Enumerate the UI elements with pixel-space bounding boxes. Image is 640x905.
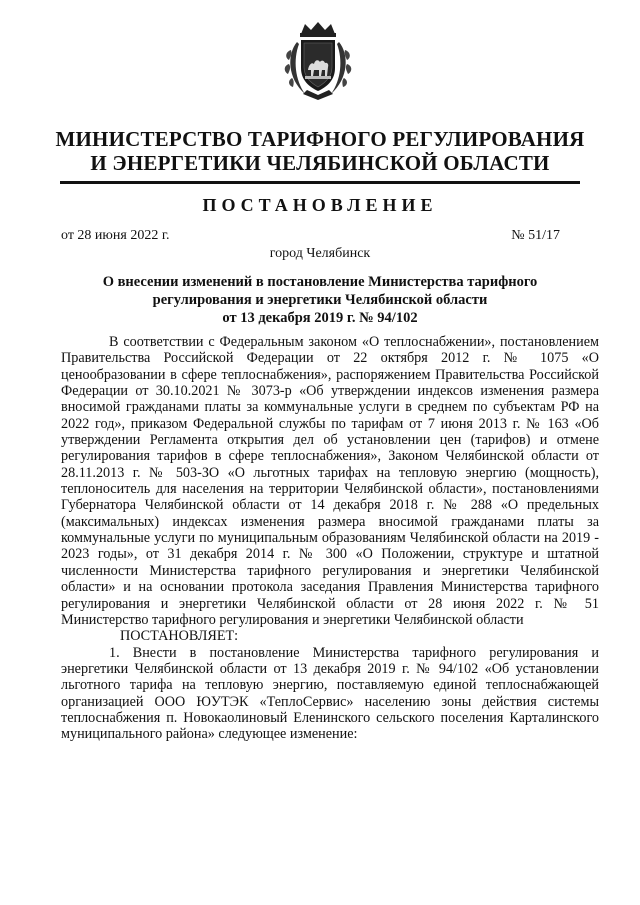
resolve-heading: ПОСТАНОВЛЯЕТ:: [120, 628, 239, 645]
document-date: от 28 июня 2022 г.: [61, 228, 170, 243]
document-title-line-1: О внесении изменений в постановление Министерства тарифного: [102, 274, 538, 290]
item-1-paragraph: 1. Внести в постановление Министерства тарифного регулирования и энергетики Челябинской области от 13 декабря 2019 г. № 94/102 «Об установлении льготного тарифа на тепловую энергию, поставляемую единой теплоснабжающей организацией ООО ЮУТЭК «ТеплоСервис» населению зоны действия системы теплоснабжения п. Новокаолиновый Еленинского сельского поселения Карталинского муниципального района» следующее изменение:: [61, 644, 599, 743]
ministry-name-line-2: И ЭНЕРГЕТИКИ ЧЕЛЯБИНСКОЙ ОБЛАСТИ: [90, 151, 550, 175]
document-title-line-3: от 13 декабря 2019 г. № 94/102: [222, 310, 418, 326]
ministry-name-line-1: МИНИСТЕРСТВО ТАРИФНОГО РЕГУЛИРОВАНИЯ: [55, 127, 585, 151]
header-divider: [60, 181, 580, 184]
document-body: [61, 334, 599, 743]
document-number: № 51/17: [511, 228, 560, 243]
document-city: город Челябинск: [269, 246, 371, 261]
preamble-paragraph: В соответствии с Федеральным законом «О теплоснабжении», постановлением Правительства Российской Федерации от 22 октября 2012 г. № 1075 «О ценообразовании в сфере теплоснабжения», распоряжением Правительства Российской Федерации от 30.10.2021 № 3073-р «Об утверждении индексов изменения размера вносимой гражданами платы за коммунальные услуги в среднем по субъектам РФ на 2022 год», приказом Федеральной службы по тарифам от 7 июня 2013 г. № 163 «Об утверждении Регламента открытия дел об установлении цен (тарифов) и отмене регулирования тарифов в сфере теплоснабжения», Законом Челябинской области от 28.11.2013 г. № 503-ЗО «О льготных тарифах на тепловую энергию (мощность), теплоноситель для населения на территории Челябинской области», постановлениями Губернатора Челябинской области от 14 декабря 2018 г. № 288 «О предельных (максимальных) индексах изменения размера вносимой гражданами платы за коммунальные услуги по муниципальным образованиям Челябинской области на 2019 - 2023 годы», от 31 декабря 2014 г. № 300 «О Положении, структуре и штатной численности Министерства тарифного регулирования и энергетики Челябинской области» и на основании протокола заседания Правления Министерства тарифного регулирования и энергетики Челябинской области от 28 июня 2022 г. № 51 Министерство тарифного регулирования и энергетики Челябинской области: [61, 334, 599, 628]
document-title-line-2: регулирования и энергетики Челябинской области: [152, 292, 488, 308]
document-type-heading: ПОСТАНОВЛЕНИЕ: [202, 195, 438, 215]
chelyabinsk-coat-of-arms-emblem: [283, 20, 353, 102]
